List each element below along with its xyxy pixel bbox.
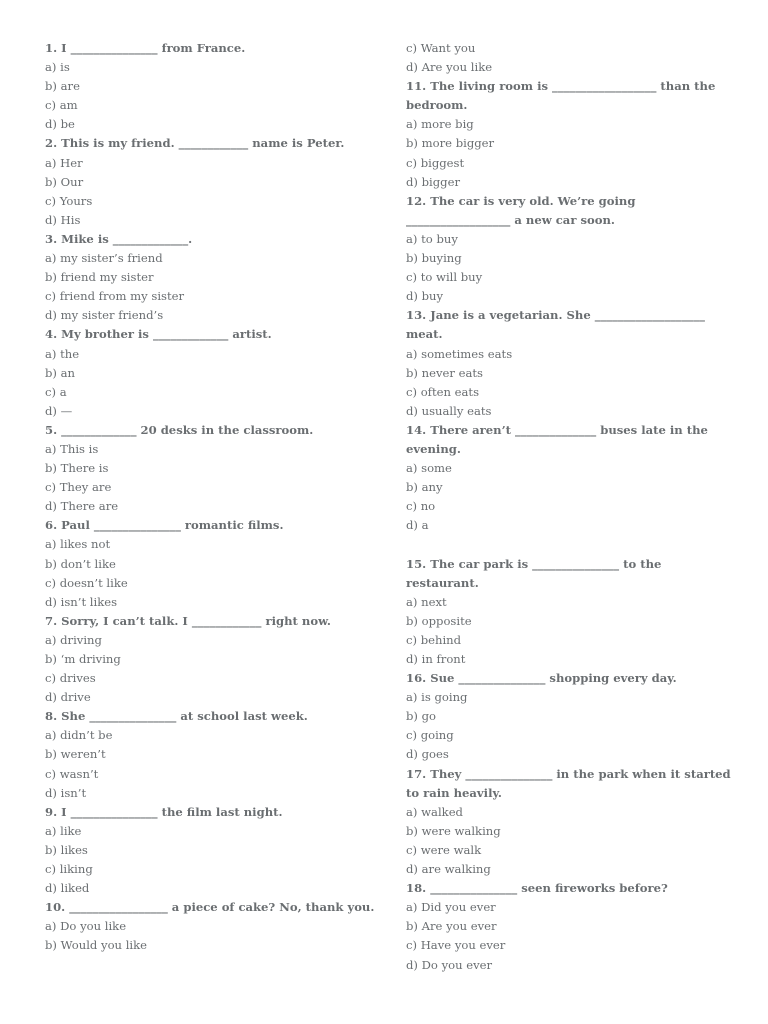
answer-option: b) ‘m driving <box>45 652 121 666</box>
answer-option: c) drives <box>45 671 96 686</box>
answer-option: d) His <box>45 212 81 227</box>
question-block <box>45 898 375 955</box>
answer-option: d) isn’t likes <box>45 594 118 609</box>
question-block <box>406 421 736 536</box>
answer-option: d) liked <box>45 881 90 896</box>
answer-option: d) — <box>45 403 73 418</box>
question-text: 11. The living room is __________________ than the bedroom. <box>406 79 716 113</box>
question-block <box>45 325 375 420</box>
question-block <box>45 707 375 802</box>
answer-option: c) often eats <box>406 384 480 399</box>
question-block <box>45 134 375 229</box>
answer-option: b) Our <box>45 174 84 189</box>
question-text: 18. _______________ seen fireworks before? <box>406 881 668 896</box>
answer-option: d) isn’t <box>45 785 87 800</box>
question-text: 10. _________________ a piece of cake? No, thank you. <box>45 900 375 915</box>
question-text: 15. The car park is _______________ to the restaurant. <box>406 556 662 590</box>
answer-option: a) likes not <box>45 537 111 552</box>
answer-option: a) sometimes eats <box>406 346 513 361</box>
question-text: 7. Sorry, I can’t talk. I ____________ right now. <box>45 613 331 628</box>
answer-option: c) Have you ever <box>406 938 506 953</box>
answer-option: c) to will buy <box>406 270 483 285</box>
answer-option: a) more big <box>406 117 474 132</box>
answer-option: a) some <box>406 461 452 476</box>
answer-option: a) the <box>45 346 80 361</box>
answer-option: c) no <box>406 499 436 514</box>
answer-option: a) walked <box>406 804 463 819</box>
answer-option: c) wasn’t <box>45 766 99 781</box>
answer-option: d) There are <box>45 499 119 514</box>
right-column-questions <box>406 77 736 974</box>
answer-option: b) never eats <box>406 365 483 380</box>
answer-option: c) Yours <box>45 193 93 208</box>
question-block <box>45 803 375 898</box>
answer-option: d) drive <box>45 690 91 705</box>
answer-option: b) any <box>406 480 443 495</box>
answer-option: b) go <box>406 709 437 724</box>
question-block <box>406 306 736 421</box>
question-text: 4. My brother is _____________ artist. <box>45 327 272 342</box>
question-block <box>406 192 736 307</box>
answer-option: c) doesn’t like <box>45 575 128 590</box>
answer-option: a) This is <box>45 441 99 456</box>
question-text: 5. _____________ 20 desks in the classroom. <box>45 422 314 437</box>
answer-option: a) driving <box>45 632 102 647</box>
question-text: 9. I _______________ the film last night. <box>45 804 283 819</box>
answer-option: b) an <box>45 365 76 380</box>
question-block <box>45 612 375 707</box>
answer-option: d) goes <box>406 747 449 762</box>
right-column <box>406 39 736 975</box>
question-text: 13. Jane is a vegetarian. She ___________________ meat. <box>406 308 705 342</box>
answer-option: d) buy <box>406 289 444 304</box>
option: d) Are you like <box>406 60 493 75</box>
question-text: 2. This is my friend. ____________ name is Peter. <box>45 136 345 151</box>
answer-option: b) weren’t <box>45 747 106 762</box>
question-block <box>406 555 736 670</box>
answer-option: a) my sister’s friend <box>45 251 163 266</box>
answer-option: c) behind <box>406 632 462 647</box>
answer-option: d) be <box>45 117 75 132</box>
left-column <box>45 39 375 956</box>
answer-option: d) are walking <box>406 862 491 877</box>
answer-option: d) my sister friend’s <box>45 308 164 323</box>
answer-option: b) Are you ever <box>406 919 497 934</box>
answer-option: d) in front <box>406 652 466 666</box>
answer-option: a) is going <box>406 690 468 705</box>
answer-option: d) usually eats <box>406 403 492 418</box>
question-block <box>45 516 375 611</box>
question-block <box>406 77 736 192</box>
question-text: 8. She _______________ at school last week. <box>45 709 308 724</box>
question-block <box>45 421 375 516</box>
question-block <box>406 669 736 764</box>
answer-option: a) Her <box>45 155 83 170</box>
answer-option: b) There is <box>45 461 109 476</box>
answer-option: b) likes <box>45 842 88 857</box>
answer-option: b) friend my sister <box>45 270 154 285</box>
answer-option: a) Did you ever <box>406 900 496 915</box>
question-text: 3. Mike is _____________. <box>45 231 193 246</box>
question-text: 14. There aren’t ______________ buses late in the evening. <box>406 422 708 456</box>
question-block <box>45 230 375 325</box>
answer-option: c) liking <box>45 862 93 877</box>
answer-option: b) don’t like <box>45 556 116 571</box>
blank-spacer <box>406 535 736 554</box>
answer-option: a) didn’t be <box>45 728 113 743</box>
answer-option: c) am <box>45 98 78 113</box>
answer-option: b) Would you like <box>45 938 148 953</box>
answer-option: b) opposite <box>406 613 472 628</box>
answer-option: b) buying <box>406 251 462 266</box>
answer-option: c) They are <box>45 480 112 495</box>
answer-option: a) to buy <box>406 231 458 246</box>
answer-option: c) going <box>406 728 454 743</box>
question-text: 16. Sue _______________ shopping every day. <box>406 671 677 686</box>
answer-option: d) bigger <box>406 174 461 189</box>
answer-option: d) Do you ever <box>406 957 493 972</box>
option: c) Want you <box>406 41 476 55</box>
answer-option: b) are <box>45 79 80 94</box>
answer-option: c) were walk <box>406 842 482 857</box>
answer-option: a) Do you like <box>45 919 127 934</box>
question-block <box>45 39 375 134</box>
question-text: 6. Paul _______________ romantic films. <box>45 518 284 533</box>
answer-option: d) a <box>406 518 429 533</box>
answer-option: c) biggest <box>406 155 465 170</box>
answer-option: a) next <box>406 594 447 609</box>
answer-option: a) like <box>45 823 82 838</box>
answer-option: c) friend from my sister <box>45 289 185 304</box>
question-text: 17. They _______________ in the park when it started to rain heavily. <box>406 766 731 800</box>
answer-option: c) a <box>45 384 67 399</box>
question-block <box>406 765 736 880</box>
answer-option: b) were walking <box>406 823 501 838</box>
question-block <box>406 879 736 974</box>
question-text: 1. I _______________ from France. <box>45 41 246 55</box>
question-text: 12. The car is very old. We’re going __________________ a new car soon. <box>406 193 636 227</box>
answer-option: a) is <box>45 60 70 75</box>
answer-option: b) more bigger <box>406 136 495 151</box>
